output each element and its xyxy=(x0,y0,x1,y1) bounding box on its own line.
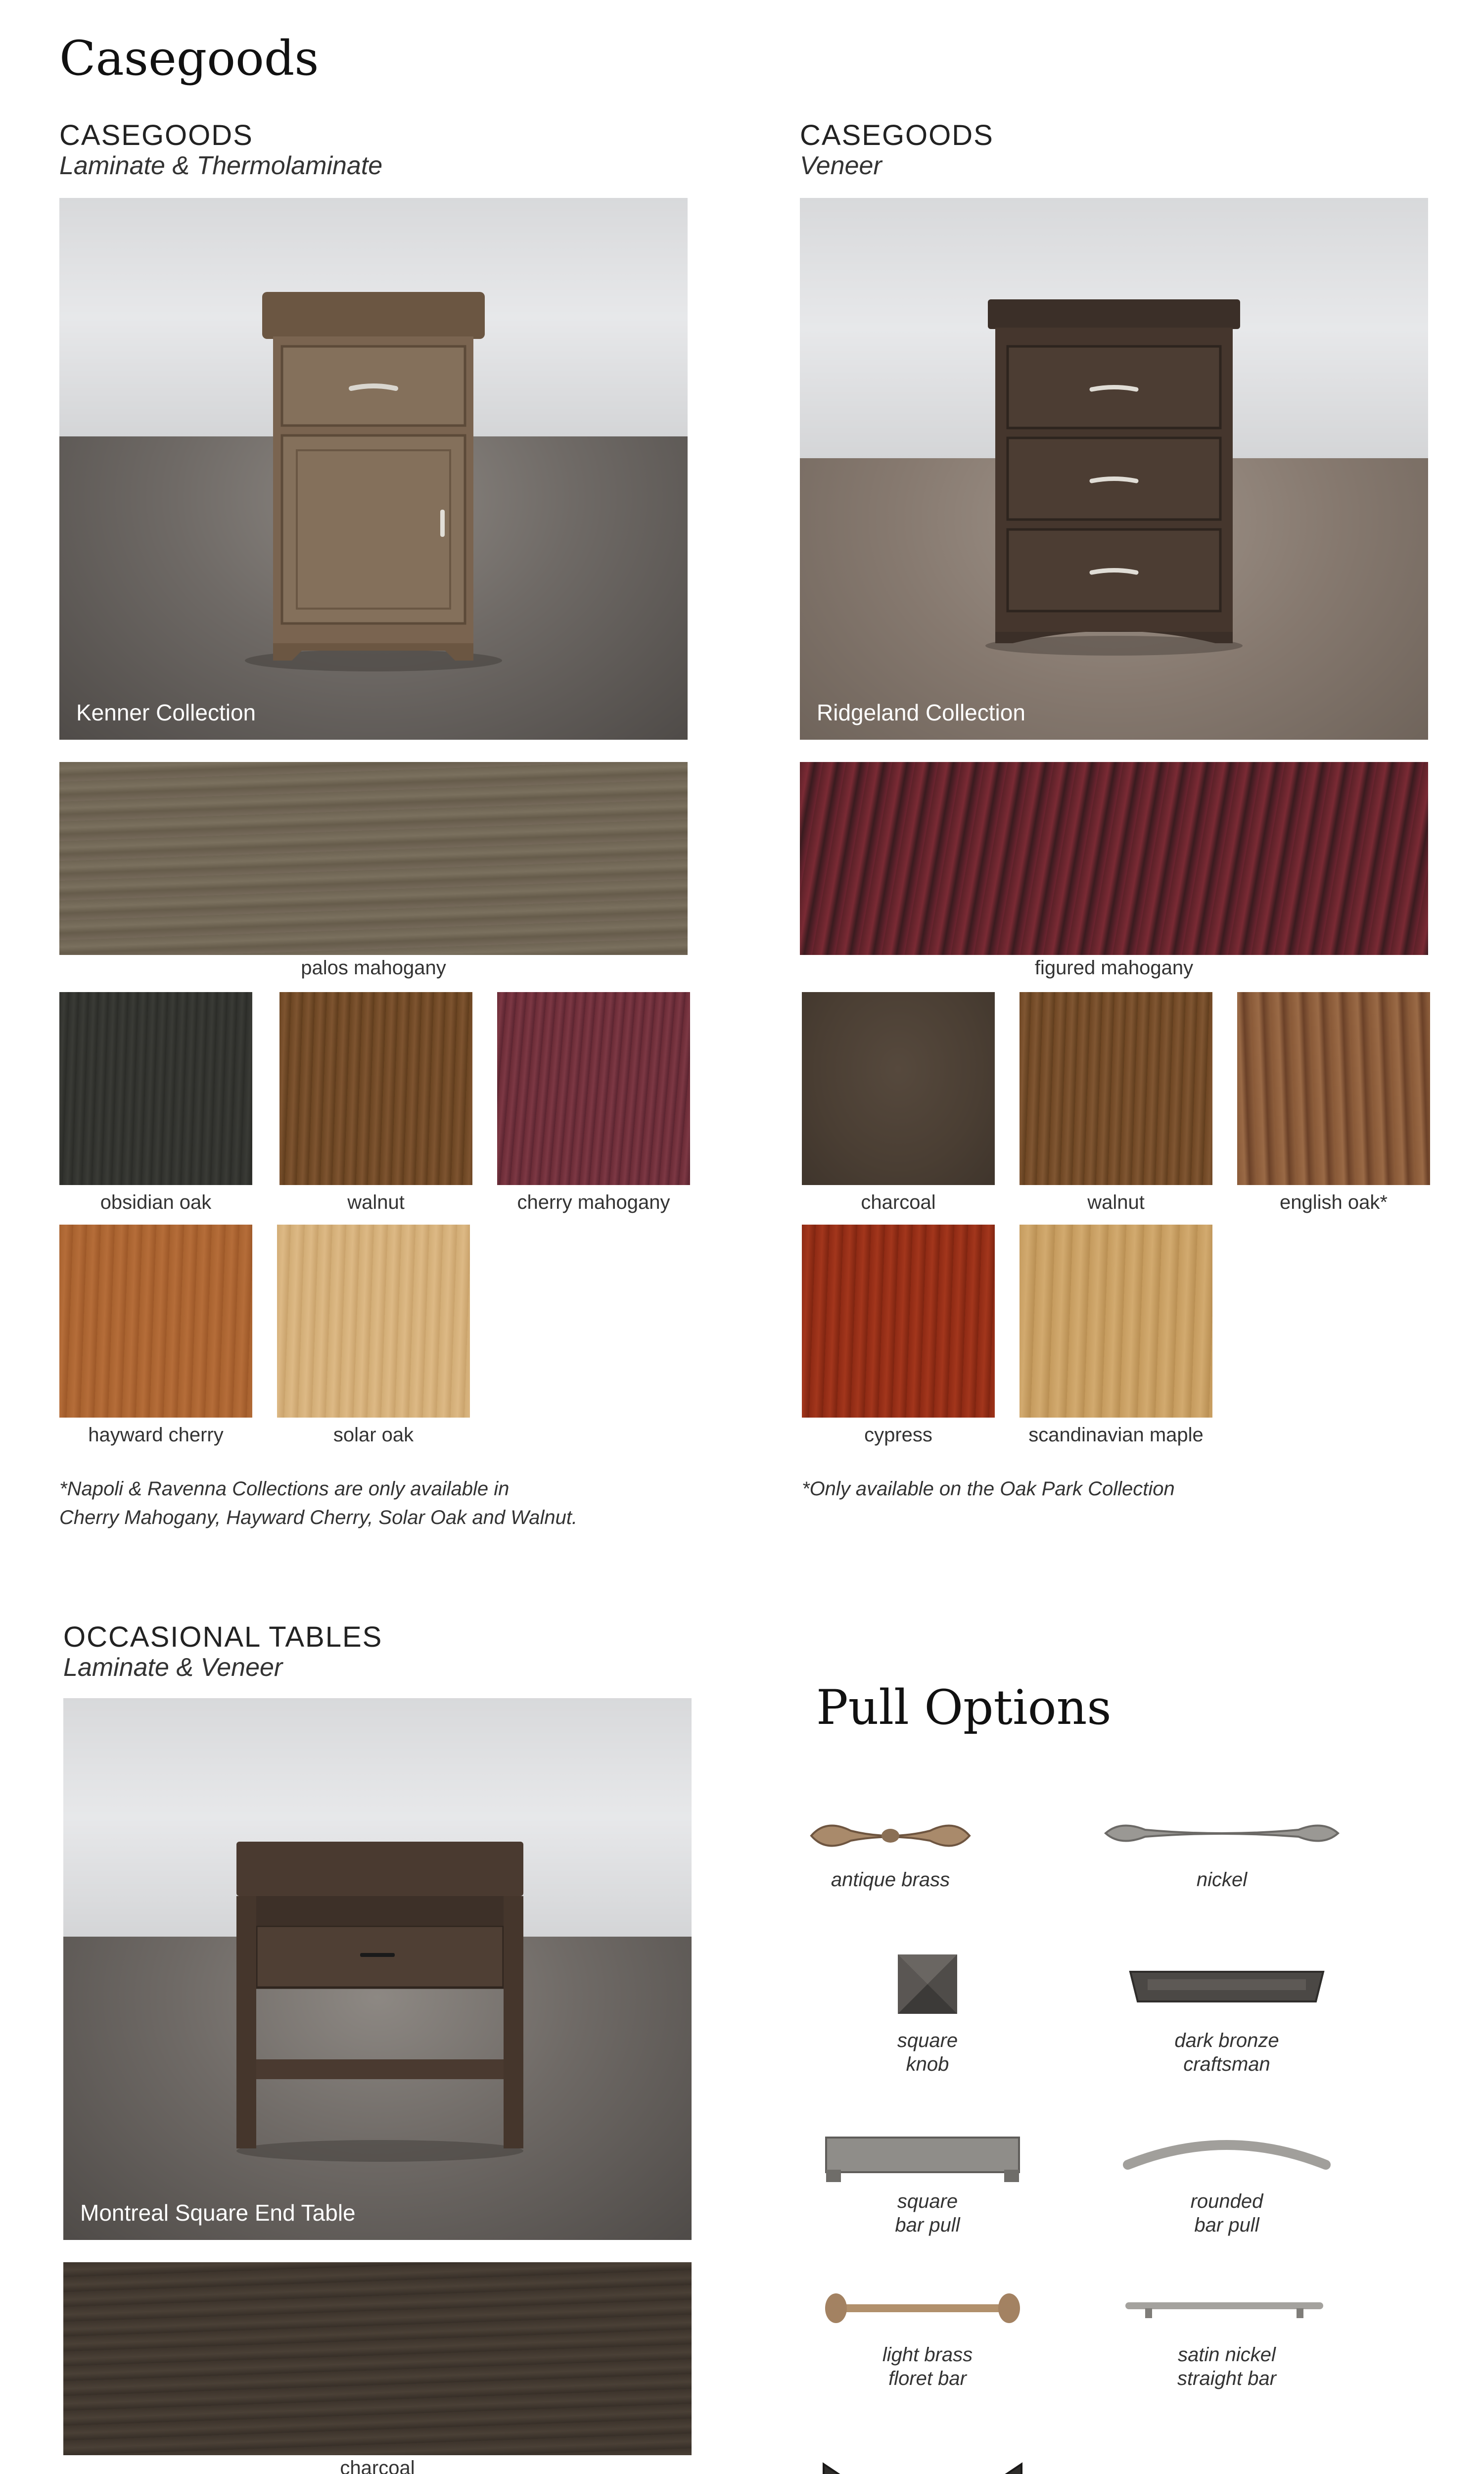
section-title-casegoods-laminate: CASEGOODS xyxy=(59,119,253,151)
swatch-walnut xyxy=(279,992,472,1185)
section-subtitle-occasional-tables: Laminate & Veneer xyxy=(63,1653,283,1682)
swatch-label: cypress xyxy=(864,1424,932,1446)
section-subtitle-casegoods-laminate: Laminate & Thermolaminate xyxy=(59,151,383,180)
swatch-label: walnut xyxy=(347,1191,405,1213)
swatch-charcoal xyxy=(802,992,995,1185)
product-photo-montreal xyxy=(63,1698,692,2240)
satin-nickel-straight-bar-icon xyxy=(1123,2293,1326,2323)
footnote-oak-park: *Only available on the Oak Park Collection xyxy=(802,1478,1175,1500)
swatch-label: obsidian oak xyxy=(100,1191,212,1213)
swatch-featured-charcoal xyxy=(63,2262,692,2455)
photo-caption: Ridgeland Collection xyxy=(817,700,1025,725)
pull-label: square knob xyxy=(897,2030,958,2075)
footnote-napoli-ravenna: *Napoli & Ravenna Collections are only available in Cherry Mahogany, Hayward Cherry, Solar Oak and Walnut. xyxy=(59,1478,578,1528)
photo-caption: Kenner Collection xyxy=(76,700,256,725)
rounded-bar-pull-icon xyxy=(1123,2135,1331,2175)
product-photo-kenner xyxy=(59,198,688,740)
square-bar-pull-icon xyxy=(824,2135,1021,2185)
pull-label: dark bronze craftsman xyxy=(1174,2030,1279,2075)
section-title-occasional-tables: OCCASIONAL TABLES xyxy=(63,1621,383,1653)
swatch-label: charcoal xyxy=(861,1191,936,1213)
antique-brass-pull-icon xyxy=(806,1813,974,1858)
swatch-hayward-cherry xyxy=(59,1225,252,1418)
pull-label: square bar pull xyxy=(895,2190,960,2236)
swatch-obsidian-oak xyxy=(59,992,252,1185)
swatch-label: solar oak xyxy=(333,1424,414,1446)
swatch-solar-oak xyxy=(277,1225,470,1418)
swatch-label: charcoal xyxy=(340,2457,415,2474)
pull-options-title: Pull Options xyxy=(816,1680,1112,1735)
light-brass-floret-bar-icon xyxy=(824,2291,1021,2326)
swatch-featured-palos-mahogany xyxy=(59,762,688,955)
swatch-scandinavian-maple xyxy=(1020,1225,1212,1418)
dark-bronze-craftsman-icon xyxy=(1128,1967,1326,2006)
pull-label: antique brass xyxy=(831,1869,950,1891)
swatch-english-oak xyxy=(1237,992,1430,1185)
swatch-label: hayward cherry xyxy=(88,1424,224,1446)
square-knob-icon xyxy=(895,1952,960,2016)
swatch-label: english oak* xyxy=(1280,1191,1388,1213)
pull-label: light brass floret bar xyxy=(882,2344,973,2389)
section-title-casegoods-veneer: CASEGOODS xyxy=(800,119,994,151)
pull-label: nickel xyxy=(1196,1869,1248,1891)
nightstand-illustration xyxy=(800,198,1428,740)
nickel-pull-icon xyxy=(1101,1816,1343,1851)
section-subtitle-casegoods-veneer: Veneer xyxy=(800,151,882,180)
pull-label: rounded bar pull xyxy=(1190,2190,1263,2236)
antique-black-arched-bar-pull-icon xyxy=(816,2454,1029,2474)
swatch-cherry-mahogany xyxy=(497,992,690,1185)
pull-label: satin nickel straight bar xyxy=(1177,2344,1277,2389)
swatch-label: scandinavian maple xyxy=(1028,1424,1204,1446)
nightstand-illustration xyxy=(59,198,688,740)
swatch-cypress xyxy=(802,1225,995,1418)
swatch-label: figured mahogany xyxy=(1034,957,1194,979)
swatch-featured-figured-mahogany xyxy=(800,762,1428,955)
swatch-label: walnut xyxy=(1087,1191,1145,1213)
product-photo-ridgeland xyxy=(800,198,1428,740)
page-title: Casegoods xyxy=(59,31,319,86)
swatch-label: palos mahogany xyxy=(301,957,446,979)
swatch-label: cherry mahogany xyxy=(517,1191,670,1213)
end-table-illustration xyxy=(63,1698,692,2240)
swatch-walnut xyxy=(1020,992,1212,1185)
photo-caption: Montreal Square End Table xyxy=(80,2200,356,2226)
